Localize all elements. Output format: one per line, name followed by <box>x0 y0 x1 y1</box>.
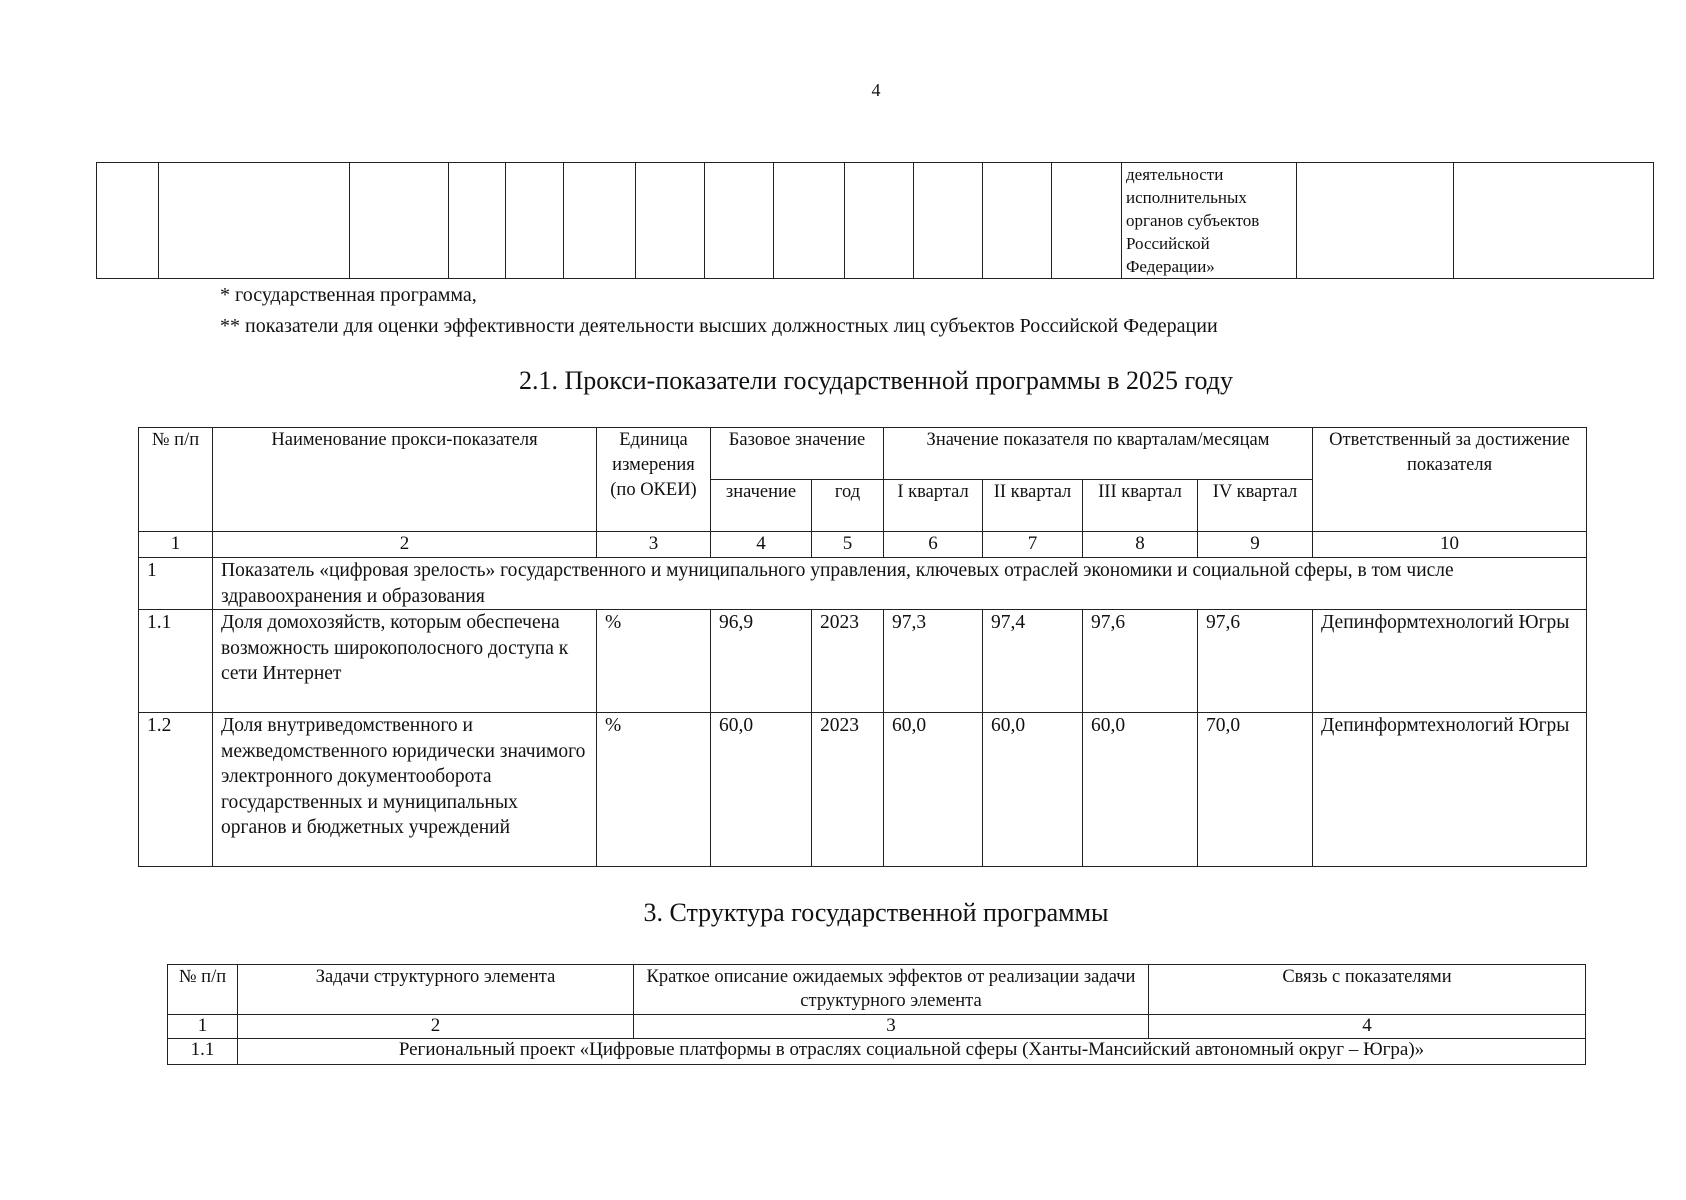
row-responsible: Депинформтехнологий Югры <box>1313 713 1587 867</box>
cont-cell <box>774 163 845 279</box>
row-q3: 60,0 <box>1083 713 1198 867</box>
cont-cell <box>1052 163 1122 279</box>
proxy-section-title: 2.1. Прокси-показатели государственной программы в 2025 году <box>518 366 1234 395</box>
cont-cell <box>449 163 506 279</box>
continuation-row <box>97 163 1654 279</box>
col-number: 2 <box>213 532 597 558</box>
row-unit: % <box>597 610 711 713</box>
row-q1: 60,0 <box>884 713 983 867</box>
header-quarters: Значение показателя по кварталам/месяцам <box>884 428 1313 480</box>
header-num: № п/п <box>139 428 213 532</box>
col-number: 10 <box>1313 532 1587 558</box>
struct-header-num: № п/п <box>168 965 238 1015</box>
col-number: 8 <box>1083 532 1198 558</box>
col-number: 4 <box>711 532 812 558</box>
row-base-value: 60,0 <box>711 713 812 867</box>
proxy-column-numbers-row <box>139 532 1587 558</box>
col-number: 1 <box>139 532 213 558</box>
header-q1: I квартал <box>884 480 983 532</box>
proxy-group-row <box>139 558 1587 610</box>
footnote-2: ** показатели для оценки эффективности деятельности высших должностных лиц субъектов Российской Федерации <box>220 315 1218 337</box>
cont-cell <box>1454 163 1654 279</box>
cont-cell <box>1297 163 1454 279</box>
col-number: 3 <box>634 1015 1149 1039</box>
row-name: Доля внутриведомственного и межведомственного юридически значимого электронного документооборота государственных и муниципальных органов и бюджетных учреждений <box>213 713 597 867</box>
footnotes <box>220 280 1218 342</box>
group-title: Показатель «цифровая зрелость» государственного и муниципального управления, ключевых отраслей экономики и социальной сферы, в том числе здравоохранения и образования <box>213 558 1587 610</box>
row-unit: % <box>597 713 711 867</box>
project-title: Региональный проект «Цифровые платформы в отраслях социальной сферы (Ханты-Мансийский автономный округ – Югра)» <box>238 1039 1586 1065</box>
header-base-year: год <box>812 480 884 532</box>
struct-header-effects: Краткое описание ожидаемых эффектов от реализации задачи структурного элемента <box>634 965 1149 1015</box>
project-num: 1.1 <box>168 1039 238 1065</box>
col-number: 1 <box>168 1015 238 1039</box>
col-number: 3 <box>597 532 711 558</box>
structure-column-numbers-row <box>168 1015 1586 1039</box>
structure-header-row <box>168 965 1586 1015</box>
row-q4: 70,0 <box>1198 713 1313 867</box>
row-q2: 60,0 <box>983 713 1083 867</box>
group-num: 1 <box>139 558 213 610</box>
proxy-header-row <box>139 428 1587 480</box>
cont-cell <box>159 163 350 279</box>
header-base: Базовое значение <box>711 428 884 480</box>
cont-cell <box>914 163 983 279</box>
row-responsible: Депинформтехнологий Югры <box>1313 610 1587 713</box>
cont-cell <box>506 163 564 279</box>
row-num: 1.1 <box>139 610 213 713</box>
header-name: Наименование прокси-показателя <box>213 428 597 532</box>
col-number: 6 <box>884 532 983 558</box>
col-number: 4 <box>1149 1015 1586 1039</box>
footnote-1: * государственная программа, <box>220 284 477 306</box>
page-number: 4 <box>871 80 881 100</box>
row-base-year: 2023 <box>812 713 884 867</box>
row-q3: 97,6 <box>1083 610 1198 713</box>
cont-cell-responsible-text: деятельности исполнительных органов субъектов Российской Федерации» <box>1122 163 1297 279</box>
struct-header-tasks: Задачи структурного элемента <box>238 965 634 1015</box>
row-num: 1.2 <box>139 713 213 867</box>
table-row <box>139 610 1587 713</box>
cont-cell <box>97 163 159 279</box>
row-q2: 97,4 <box>983 610 1083 713</box>
structure-table <box>167 964 1586 1065</box>
header-q3: III квартал <box>1083 480 1198 532</box>
cont-cell <box>845 163 914 279</box>
header-q4: IV квартал <box>1198 480 1313 532</box>
continuation-table <box>96 162 1654 279</box>
header-unit: Единица измерения (по ОКЕИ) <box>597 428 711 532</box>
col-number: 9 <box>1198 532 1313 558</box>
row-q4: 97,6 <box>1198 610 1313 713</box>
row-q1: 97,3 <box>884 610 983 713</box>
header-base-value: значение <box>711 480 812 532</box>
row-base-value: 96,9 <box>711 610 812 713</box>
proxy-indicators-table <box>138 427 1587 867</box>
row-base-year: 2023 <box>812 610 884 713</box>
table-row <box>139 713 1587 867</box>
cont-cell <box>564 163 636 279</box>
cont-cell <box>983 163 1052 279</box>
header-responsible: Ответственный за достижение показателя <box>1313 428 1587 532</box>
cont-cell <box>705 163 774 279</box>
cont-cell <box>636 163 705 279</box>
col-number: 2 <box>238 1015 634 1039</box>
row-name: Доля домохозяйств, которым обеспечена возможность широкополосного доступа к сети Интернет <box>213 610 597 713</box>
header-q2: II квартал <box>983 480 1083 532</box>
col-number: 7 <box>983 532 1083 558</box>
col-number: 5 <box>812 532 884 558</box>
structure-project-row <box>168 1039 1586 1065</box>
structure-section-title: 3. Структура государственной программы <box>643 898 1109 927</box>
cont-cell <box>350 163 449 279</box>
struct-header-link: Связь с показателями <box>1149 965 1586 1015</box>
